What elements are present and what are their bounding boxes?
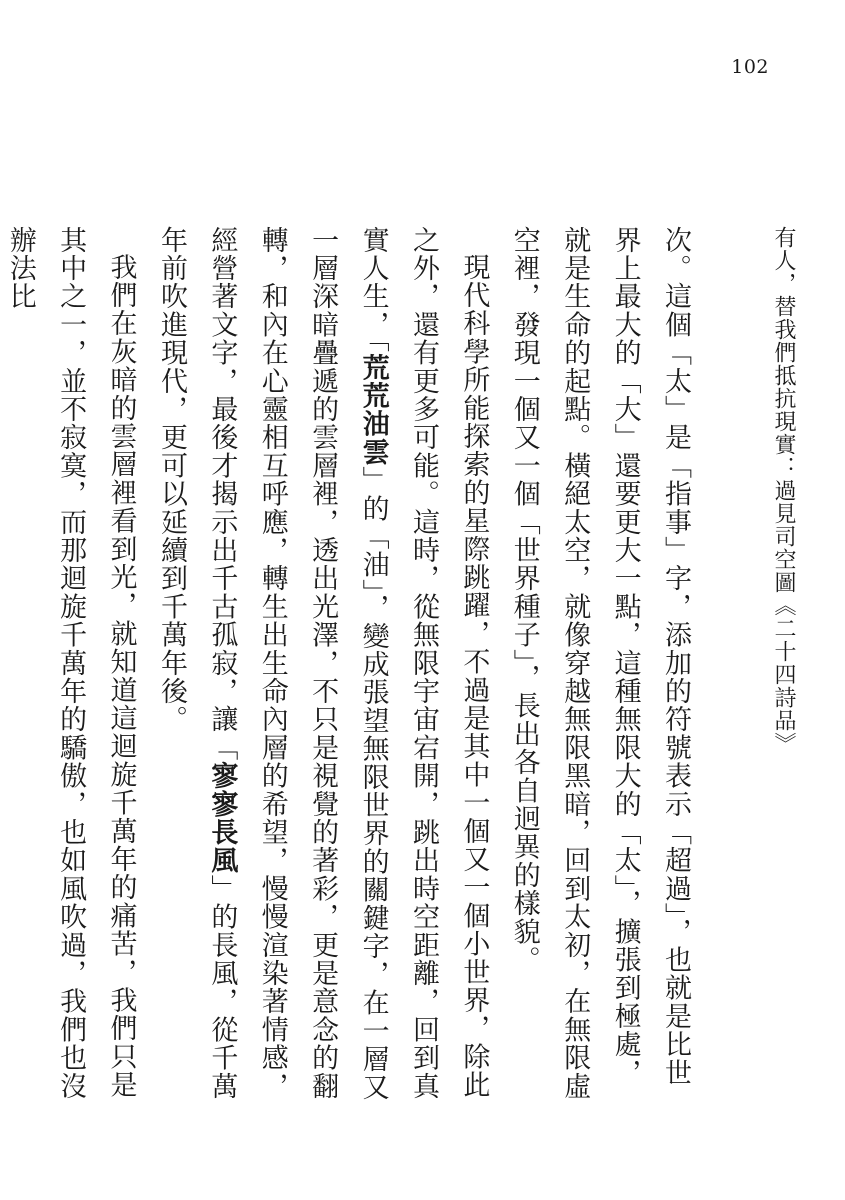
bold-phrase: 荒荒油雲 (357, 353, 389, 467)
text-run: 我們在灰暗的雲層裡看到光，就知道這迴旋千萬年的痛苦，我們只是其中之一，並不寂寞，而那迴旋千萬年的驕傲，也如風吹過，我們也沒辦法比 (4, 226, 137, 1101)
body-text (4, 226, 700, 1106)
page-number: 102 (731, 56, 769, 78)
paragraph (146, 226, 499, 1106)
paragraph (0, 226, 146, 1106)
text-run: 次。這個「太」是「指事」字，添加的符號表示「超過」，也就是比世界上最大的「大」還要更大一點，這種無限大的「太」，擴張到極處，就是生命的起點。橫絕太空，就像穿越無限黑暗，回到太初，在無限虛空裡，發現一個又一個「世界種子」，長出各自迥異的樣貌。 (508, 226, 691, 1101)
running-head: 有人，替我們抵抗現實：過見司空圖《二十四詩品》 (771, 226, 796, 755)
text-run: 現代科學所能探索的星際跳躍，不過是其中一個又一個小世界，除此之外，還有更多可能。這時，從無限宇宙宕開，跳出時空距離，回到真實人生，「 (357, 226, 490, 1101)
paragraph (498, 226, 700, 1106)
text-run: 」的長風，從千萬年前吹進現代，更可以延續到千萬年後。 (155, 226, 238, 1101)
text-run: 」的「油」，變成張望無限世界的關鍵字，在一層又一層深暗疊遞的雲層裡，透出光澤，不只是視覺的著彩，更是意念的翻轉，和內在心靈相互呼應，轉生出生命內層的希望，慢慢渲染著情感，經營著文字，最後才揭示出千古孤寂，讓「 (206, 226, 389, 1102)
bold-phrase: 寥寥長風 (206, 761, 238, 875)
